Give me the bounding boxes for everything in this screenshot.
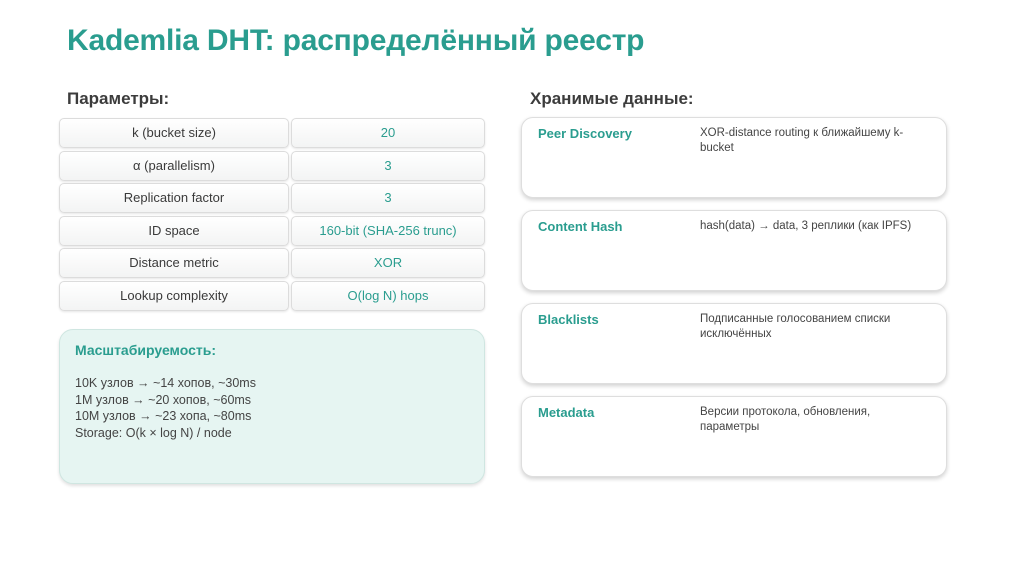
scalability-line: Storage: O(k × log N) / node xyxy=(75,425,232,440)
scalability-box xyxy=(59,329,485,484)
scalability-line: 10K узлов → ~14 хопов, ~30ms xyxy=(75,376,256,390)
param-value: 160-bit (SHA-256 trunc) xyxy=(291,216,485,246)
param-value: 3 xyxy=(291,151,485,181)
param-row-replication-factor xyxy=(59,183,485,213)
param-name: k (bucket size) xyxy=(59,118,289,148)
param-name: Lookup complexity xyxy=(59,281,289,311)
scalability-line: 1M узлов → ~20 хопов, ~60ms xyxy=(75,392,252,407)
stored-card-description: hash(data) → data, 3 реплики (как IPFS) xyxy=(700,220,912,232)
stored-card-content-hash xyxy=(521,210,947,291)
param-value: 3 xyxy=(291,183,485,213)
scalability-line: 10M узлов → ~23 хопа, ~80ms xyxy=(75,409,252,423)
stored-card-description: Подписанные голосованием списки исключённых xyxy=(700,313,891,340)
slide-title: Kademlia DHT: распределённый реестр xyxy=(67,24,645,57)
param-row-id-space xyxy=(59,216,485,246)
param-row-distance-metric xyxy=(59,248,485,278)
stored-card-blacklists xyxy=(521,303,947,384)
parameters-table xyxy=(59,118,485,314)
param-row-lookup-complexity xyxy=(59,281,485,311)
stored-data-heading: Хранимые данные: xyxy=(530,89,694,108)
stored-card-title: Blacklists xyxy=(538,312,599,327)
stored-card-title: Peer Discovery xyxy=(538,126,632,141)
stored-card-description: Версии протокола, обновления, параметры xyxy=(700,406,871,433)
stored-card-description: XOR-distance routing к ближайшему k-bucket xyxy=(700,127,904,154)
stored-card-title: Content Hash xyxy=(538,219,623,234)
param-row-bucket-size xyxy=(59,118,485,148)
stored-card-metadata xyxy=(521,396,947,477)
stored-card-peer-discovery xyxy=(521,117,947,198)
param-name: ID space xyxy=(59,216,289,246)
scalability-list xyxy=(75,375,256,441)
param-value: 20 xyxy=(291,118,485,148)
param-name: Distance metric xyxy=(59,248,289,278)
param-value: XOR xyxy=(291,248,485,278)
parameters-heading: Параметры: xyxy=(67,89,170,108)
param-name: α (parallelism) xyxy=(59,151,289,181)
param-row-parallelism xyxy=(59,151,485,181)
scalability-title: Масштабируемость: xyxy=(75,342,216,358)
stored-card-title: Metadata xyxy=(538,405,595,420)
param-value: O(log N) hops xyxy=(291,281,485,311)
param-name: Replication factor xyxy=(59,183,289,213)
